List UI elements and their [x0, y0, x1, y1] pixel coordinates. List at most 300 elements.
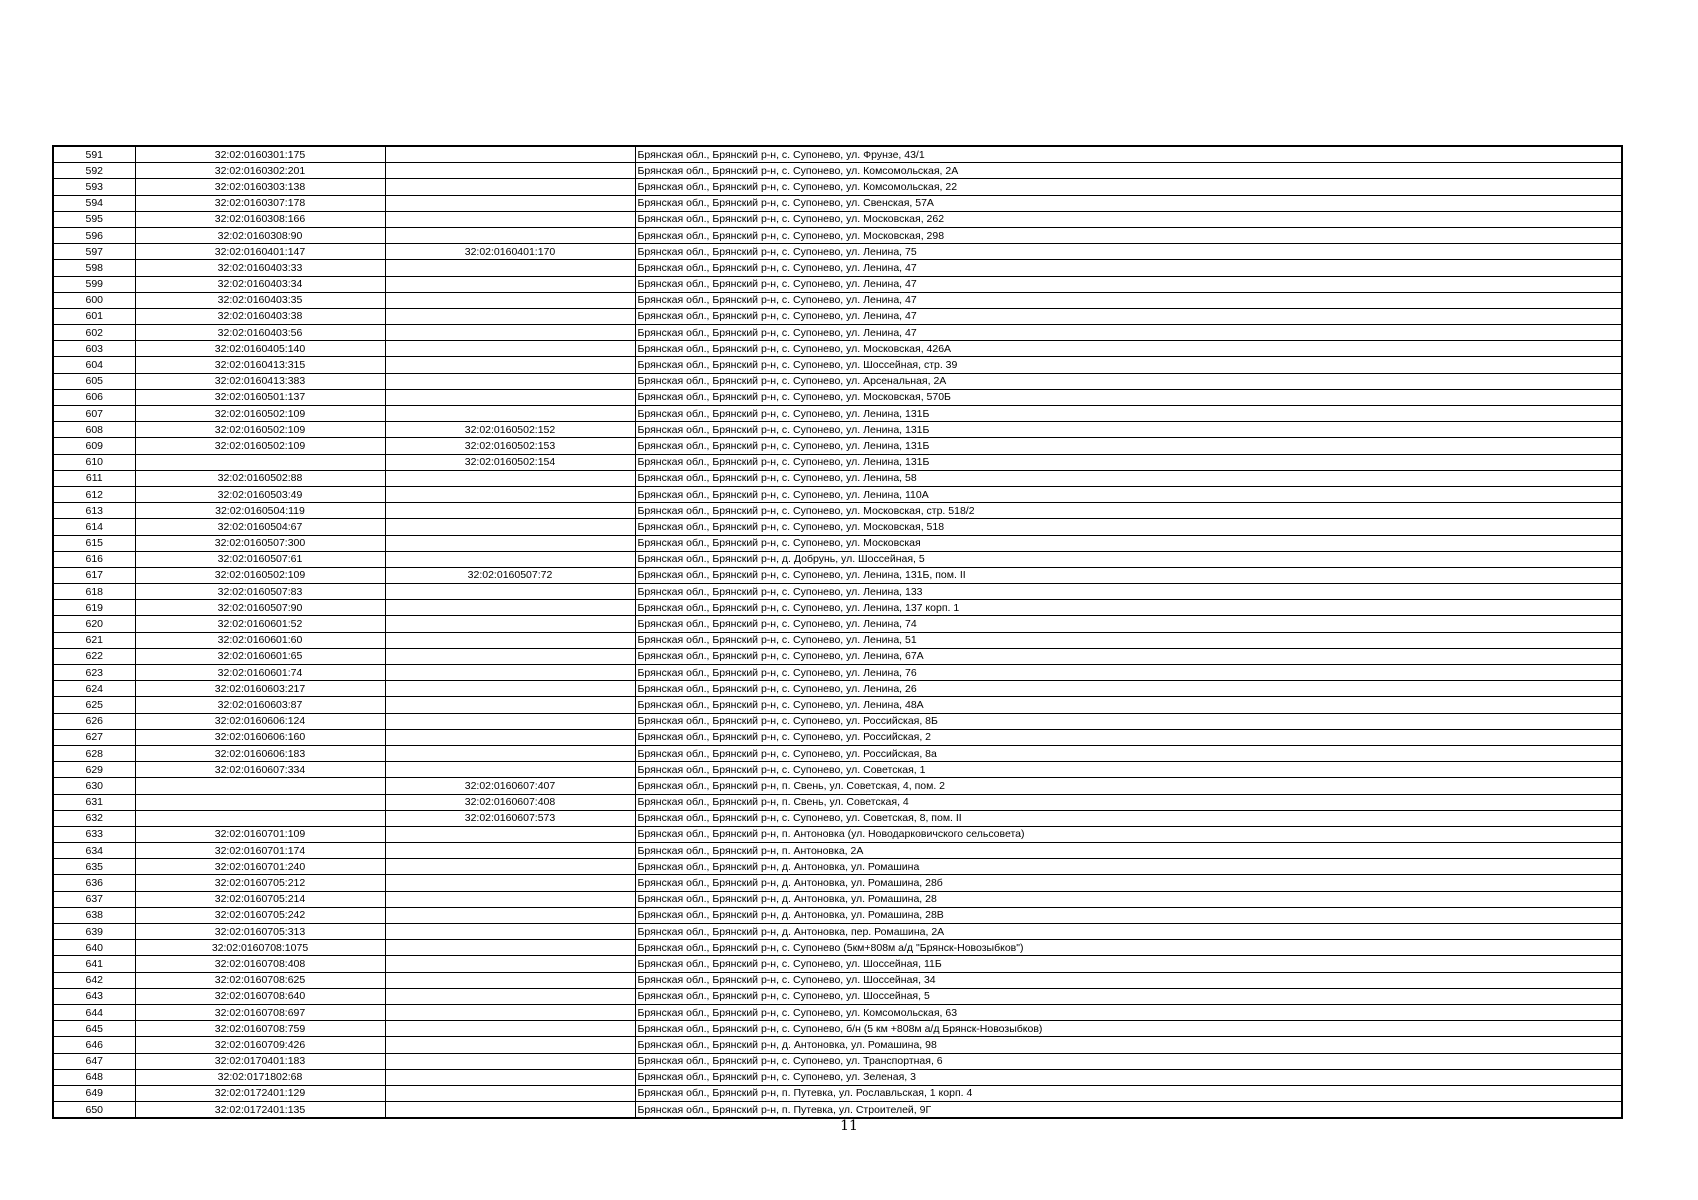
linked-cadastral-number-cell — [385, 470, 635, 486]
cadastral-number-cell — [135, 810, 385, 826]
cadastral-number-cell: 32:02:0160705:242 — [135, 907, 385, 923]
linked-cadastral-number-cell — [385, 373, 635, 389]
cadastral-number-cell: 32:02:0160403:56 — [135, 325, 385, 341]
address-cell: Брянская обл., Брянский р-н, с. Супонево, ул. Ленина, 51 — [635, 632, 1622, 648]
table-row — [53, 1004, 1622, 1020]
address-cell: Брянская обл., Брянский р-н, д. Антоновка, ул. Ромашина, 28 — [635, 891, 1622, 907]
row-number-cell: 591 — [53, 146, 135, 163]
row-number-cell: 649 — [53, 1085, 135, 1101]
row-number-cell: 594 — [53, 195, 135, 211]
linked-cadastral-number-cell: 32:02:0160502:153 — [385, 438, 635, 454]
row-number-cell: 644 — [53, 1004, 135, 1020]
row-number-cell: 596 — [53, 227, 135, 243]
cadastral-number-cell: 32:02:0160502:88 — [135, 470, 385, 486]
address-cell: Брянская обл., Брянский р-н, с. Супонево, ул. Ленина, 74 — [635, 616, 1622, 632]
table-row — [53, 438, 1622, 454]
address-cell: Брянская обл., Брянский р-н, с. Супонево, ул. Ленина, 137 корп. 1 — [635, 600, 1622, 616]
cadastral-number-cell: 32:02:0160502:109 — [135, 567, 385, 583]
row-number-cell: 616 — [53, 551, 135, 567]
address-cell: Брянская обл., Брянский р-н, с. Супонево, ул. Московская, 298 — [635, 227, 1622, 243]
linked-cadastral-number-cell: 32:02:0160401:170 — [385, 244, 635, 260]
linked-cadastral-number-cell — [385, 648, 635, 664]
linked-cadastral-number-cell — [385, 357, 635, 373]
row-number-cell: 645 — [53, 1021, 135, 1037]
cadastral-number-cell: 32:02:0160601:65 — [135, 648, 385, 664]
registry-table-body — [53, 146, 1622, 1118]
cadastral-number-cell: 32:02:0172401:135 — [135, 1102, 385, 1119]
table-row — [53, 1053, 1622, 1069]
row-number-cell: 628 — [53, 745, 135, 761]
linked-cadastral-number-cell — [385, 875, 635, 891]
row-number-cell: 597 — [53, 244, 135, 260]
address-cell: Брянская обл., Брянский р-н, с. Супонево, ул. Ленина, 75 — [635, 244, 1622, 260]
cadastral-number-cell: 32:02:0160603:87 — [135, 697, 385, 713]
address-cell: Брянская обл., Брянский р-н, с. Супонево, ул. Ленина, 76 — [635, 665, 1622, 681]
row-number-cell: 626 — [53, 713, 135, 729]
table-row — [53, 729, 1622, 745]
linked-cadastral-number-cell — [385, 276, 635, 292]
address-cell: Брянская обл., Брянский р-н, п. Путевка, ул. Строителей, 9Г — [635, 1102, 1622, 1119]
table-row — [53, 211, 1622, 227]
cadastral-number-cell: 32:02:0160504:119 — [135, 503, 385, 519]
address-cell: Брянская обл., Брянский р-н, с. Супонево, ул. Московская, 518 — [635, 519, 1622, 535]
address-cell: Брянская обл., Брянский р-н, п. Антоновка (ул. Новодарковичского сельсовета) — [635, 826, 1622, 842]
row-number-cell: 601 — [53, 308, 135, 324]
address-cell: Брянская обл., Брянский р-н, с. Супонево, ул. Транспортная, 6 — [635, 1053, 1622, 1069]
row-number-cell: 605 — [53, 373, 135, 389]
address-cell: Брянская обл., Брянский р-н, с. Супонево, ул. Ленина, 110А — [635, 486, 1622, 502]
row-number-cell: 613 — [53, 503, 135, 519]
table-row — [53, 826, 1622, 842]
linked-cadastral-number-cell — [385, 551, 635, 567]
cadastral-number-cell: 32:02:0160501:137 — [135, 389, 385, 405]
address-cell: Брянская обл., Брянский р-н, с. Супонево (5км+808м а/д "Брянск-Новозыбков") — [635, 940, 1622, 956]
linked-cadastral-number-cell — [385, 1004, 635, 1020]
linked-cadastral-number-cell — [385, 956, 635, 972]
row-number-cell: 648 — [53, 1069, 135, 1085]
address-cell: Брянская обл., Брянский р-н, с. Супонево, ул. Ленина, 67А — [635, 648, 1622, 664]
linked-cadastral-number-cell — [385, 988, 635, 1004]
linked-cadastral-number-cell — [385, 535, 635, 551]
table-row — [53, 584, 1622, 600]
row-number-cell: 643 — [53, 988, 135, 1004]
address-cell: Брянская обл., Брянский р-н, п. Свень, ул. Советская, 4 — [635, 794, 1622, 810]
address-cell: Брянская обл., Брянский р-н, с. Супонево, ул. Ленина, 26 — [635, 681, 1622, 697]
table-row — [53, 308, 1622, 324]
address-cell: Брянская обл., Брянский р-н, с. Супонево, ул. Комсомольская, 2А — [635, 163, 1622, 179]
address-cell: Брянская обл., Брянский р-н, с. Супонево, ул. Комсомольская, 63 — [635, 1004, 1622, 1020]
address-cell: Брянская обл., Брянский р-н, д. Добрунь, ул. Шоссейная, 5 — [635, 551, 1622, 567]
cadastral-number-cell: 32:02:0160401:147 — [135, 244, 385, 260]
table-row — [53, 260, 1622, 276]
cadastral-number-cell: 32:02:0160708:759 — [135, 1021, 385, 1037]
row-number-cell: 642 — [53, 972, 135, 988]
table-row — [53, 697, 1622, 713]
cadastral-number-cell: 32:02:0160403:35 — [135, 292, 385, 308]
row-number-cell: 630 — [53, 778, 135, 794]
cadastral-number-cell: 32:02:0160606:160 — [135, 729, 385, 745]
table-row — [53, 907, 1622, 923]
registry-table — [52, 145, 1623, 1119]
row-number-cell: 639 — [53, 924, 135, 940]
table-row — [53, 1069, 1622, 1085]
table-row — [53, 373, 1622, 389]
address-cell: Брянская обл., Брянский р-н, с. Супонево, ул. Шоссейная, 11Б — [635, 956, 1622, 972]
table-row — [53, 535, 1622, 551]
cadastral-number-cell: 32:02:0160601:52 — [135, 616, 385, 632]
table-row — [53, 632, 1622, 648]
address-cell: Брянская обл., Брянский р-н, с. Супонево, ул. Московская, 262 — [635, 211, 1622, 227]
row-number-cell: 603 — [53, 341, 135, 357]
address-cell: Брянская обл., Брянский р-н, д. Антоновка, ул. Ромашина — [635, 859, 1622, 875]
linked-cadastral-number-cell — [385, 843, 635, 859]
cadastral-number-cell: 32:02:0160705:212 — [135, 875, 385, 891]
row-number-cell: 606 — [53, 389, 135, 405]
address-cell: Брянская обл., Брянский р-н, д. Антоновка, пер. Ромашина, 2А — [635, 924, 1622, 940]
row-number-cell: 615 — [53, 535, 135, 551]
linked-cadastral-number-cell — [385, 1021, 635, 1037]
table-row — [53, 778, 1622, 794]
linked-cadastral-number-cell — [385, 519, 635, 535]
linked-cadastral-number-cell — [385, 907, 635, 923]
table-row — [53, 244, 1622, 260]
row-number-cell: 614 — [53, 519, 135, 535]
row-number-cell: 619 — [53, 600, 135, 616]
address-cell: Брянская обл., Брянский р-н, с. Супонево, ул. Арсенальная, 2А — [635, 373, 1622, 389]
cadastral-number-cell: 32:02:0160601:74 — [135, 665, 385, 681]
table-row — [53, 422, 1622, 438]
linked-cadastral-number-cell — [385, 486, 635, 502]
linked-cadastral-number-cell — [385, 163, 635, 179]
table-row — [53, 810, 1622, 826]
cadastral-number-cell: 32:02:0160502:109 — [135, 438, 385, 454]
cadastral-number-cell: 32:02:0160301:175 — [135, 146, 385, 163]
row-number-cell: 600 — [53, 292, 135, 308]
row-number-cell: 595 — [53, 211, 135, 227]
cadastral-number-cell: 32:02:0160603:217 — [135, 681, 385, 697]
linked-cadastral-number-cell — [385, 227, 635, 243]
row-number-cell: 623 — [53, 665, 135, 681]
table-row — [53, 1037, 1622, 1053]
table-row — [53, 713, 1622, 729]
row-number-cell: 640 — [53, 940, 135, 956]
row-number-cell: 650 — [53, 1102, 135, 1119]
address-cell: Брянская обл., Брянский р-н, с. Супонево, ул. Шоссейная, 34 — [635, 972, 1622, 988]
cadastral-number-cell: 32:02:0160504:67 — [135, 519, 385, 535]
address-cell: Брянская обл., Брянский р-н, с. Супонево, ул. Комсомольская, 22 — [635, 179, 1622, 195]
address-cell: Брянская обл., Брянский р-н, д. Антоновка, ул. Ромашина, 28б — [635, 875, 1622, 891]
table-row — [53, 179, 1622, 195]
table-row — [53, 195, 1622, 211]
linked-cadastral-number-cell: 32:02:0160607:573 — [385, 810, 635, 826]
table-row — [53, 745, 1622, 761]
linked-cadastral-number-cell — [385, 584, 635, 600]
cadastral-number-cell: 32:02:0160502:109 — [135, 422, 385, 438]
linked-cadastral-number-cell: 32:02:0160607:408 — [385, 794, 635, 810]
cadastral-number-cell: 32:02:0160308:90 — [135, 227, 385, 243]
cadastral-number-cell: 32:02:0160708:697 — [135, 1004, 385, 1020]
row-number-cell: 629 — [53, 762, 135, 778]
address-cell: Брянская обл., Брянский р-н, с. Супонево, ул. Ленина, 48А — [635, 697, 1622, 713]
cadastral-number-cell — [135, 794, 385, 810]
cadastral-number-cell: 32:02:0171802:68 — [135, 1069, 385, 1085]
row-number-cell: 647 — [53, 1053, 135, 1069]
row-number-cell: 618 — [53, 584, 135, 600]
row-number-cell: 631 — [53, 794, 135, 810]
page-number: 11 — [840, 1118, 858, 1134]
cadastral-number-cell: 32:02:0160308:166 — [135, 211, 385, 227]
address-cell: Брянская обл., Брянский р-н, с. Супонево, ул. Московская, 426А — [635, 341, 1622, 357]
address-cell: Брянская обл., Брянский р-н, п. Свень, ул. Советская, 4, пом. 2 — [635, 778, 1622, 794]
linked-cadastral-number-cell: 32:02:0160502:152 — [385, 422, 635, 438]
linked-cadastral-number-cell — [385, 325, 635, 341]
table-row — [53, 891, 1622, 907]
row-number-cell: 637 — [53, 891, 135, 907]
linked-cadastral-number-cell — [385, 616, 635, 632]
cadastral-number-cell: 32:02:0160507:300 — [135, 535, 385, 551]
cadastral-number-cell: 32:02:0160607:334 — [135, 762, 385, 778]
table-row — [53, 681, 1622, 697]
row-number-cell: 608 — [53, 422, 135, 438]
linked-cadastral-number-cell — [385, 389, 635, 405]
row-number-cell: 620 — [53, 616, 135, 632]
linked-cadastral-number-cell — [385, 146, 635, 163]
address-cell: Брянская обл., Брянский р-н, с. Супонево, ул. Зеленая, 3 — [635, 1069, 1622, 1085]
table-row — [53, 406, 1622, 422]
address-cell: Брянская обл., Брянский р-н, с. Супонево, ул. Российская, 2 — [635, 729, 1622, 745]
cadastral-number-cell: 32:02:0160413:383 — [135, 373, 385, 389]
address-cell: Брянская обл., Брянский р-н, с. Супонево, ул. Фрунзе, 43/1 — [635, 146, 1622, 163]
address-cell: Брянская обл., Брянский р-н, с. Супонево, ул. Московская, стр. 518/2 — [635, 503, 1622, 519]
table-row — [53, 794, 1622, 810]
address-cell: Брянская обл., Брянский р-н, с. Супонево, ул. Российская, 8Б — [635, 713, 1622, 729]
linked-cadastral-number-cell — [385, 260, 635, 276]
table-row — [53, 292, 1622, 308]
row-number-cell: 646 — [53, 1037, 135, 1053]
row-number-cell: 611 — [53, 470, 135, 486]
table-row — [53, 503, 1622, 519]
address-cell: Брянская обл., Брянский р-н, с. Супонево, ул. Ленина, 47 — [635, 292, 1622, 308]
address-cell: Брянская обл., Брянский р-н, с. Супонево, ул. Ленина, 131Б, пом. II — [635, 567, 1622, 583]
cadastral-number-cell: 32:02:0160507:90 — [135, 600, 385, 616]
row-number-cell: 627 — [53, 729, 135, 745]
linked-cadastral-number-cell — [385, 503, 635, 519]
cadastral-number-cell: 32:02:0160413:315 — [135, 357, 385, 373]
cadastral-number-cell: 32:02:0160705:214 — [135, 891, 385, 907]
row-number-cell: 617 — [53, 567, 135, 583]
linked-cadastral-number-cell: 32:02:0160507:72 — [385, 567, 635, 583]
address-cell: Брянская обл., Брянский р-н, с. Супонево, ул. Ленина, 47 — [635, 325, 1622, 341]
table-row — [53, 875, 1622, 891]
row-number-cell: 636 — [53, 875, 135, 891]
row-number-cell: 612 — [53, 486, 135, 502]
linked-cadastral-number-cell — [385, 665, 635, 681]
cadastral-number-cell: 32:02:0160601:60 — [135, 632, 385, 648]
address-cell: Брянская обл., Брянский р-н, с. Супонево, ул. Московская, 570Б — [635, 389, 1622, 405]
table-row — [53, 519, 1622, 535]
row-number-cell: 625 — [53, 697, 135, 713]
cadastral-number-cell: 32:02:0160701:240 — [135, 859, 385, 875]
row-number-cell: 634 — [53, 843, 135, 859]
cadastral-number-cell: 32:02:0160507:61 — [135, 551, 385, 567]
linked-cadastral-number-cell — [385, 1069, 635, 1085]
cadastral-number-cell: 32:02:0160701:174 — [135, 843, 385, 859]
address-cell: Брянская обл., Брянский р-н, с. Супонево, ул. Свенская, 57А — [635, 195, 1622, 211]
table-row — [53, 988, 1622, 1004]
linked-cadastral-number-cell — [385, 826, 635, 842]
cadastral-number-cell: 32:02:0160606:124 — [135, 713, 385, 729]
address-cell: Брянская обл., Брянский р-н, с. Супонево, ул. Шоссейная, стр. 39 — [635, 357, 1622, 373]
row-number-cell: 607 — [53, 406, 135, 422]
cadastral-number-cell: 32:02:0160708:1075 — [135, 940, 385, 956]
table-row — [53, 648, 1622, 664]
table-row — [53, 762, 1622, 778]
address-cell: Брянская обл., Брянский р-н, с. Супонево, ул. Ленина, 131Б — [635, 422, 1622, 438]
linked-cadastral-number-cell — [385, 1037, 635, 1053]
table-row — [53, 940, 1622, 956]
row-number-cell: 610 — [53, 454, 135, 470]
linked-cadastral-number-cell — [385, 211, 635, 227]
cadastral-number-cell: 32:02:0160507:83 — [135, 584, 385, 600]
cadastral-number-cell: 32:02:0160701:109 — [135, 826, 385, 842]
linked-cadastral-number-cell — [385, 308, 635, 324]
table-row — [53, 1102, 1622, 1119]
cadastral-number-cell: 32:02:0160709:426 — [135, 1037, 385, 1053]
linked-cadastral-number-cell — [385, 891, 635, 907]
table-row — [53, 486, 1622, 502]
table-row — [53, 276, 1622, 292]
address-cell: Брянская обл., Брянский р-н, п. Антоновка, 2А — [635, 843, 1622, 859]
cadastral-number-cell: 32:02:0160503:49 — [135, 486, 385, 502]
cadastral-number-cell: 32:02:0160405:140 — [135, 341, 385, 357]
address-cell: Брянская обл., Брянский р-н, с. Супонево, ул. Российская, 8а — [635, 745, 1622, 761]
row-number-cell: 599 — [53, 276, 135, 292]
row-number-cell: 604 — [53, 357, 135, 373]
table-row — [53, 551, 1622, 567]
row-number-cell: 609 — [53, 438, 135, 454]
row-number-cell: 638 — [53, 907, 135, 923]
linked-cadastral-number-cell — [385, 195, 635, 211]
linked-cadastral-number-cell — [385, 924, 635, 940]
cadastral-number-cell: 32:02:0160606:183 — [135, 745, 385, 761]
cadastral-number-cell: 32:02:0160708:625 — [135, 972, 385, 988]
address-cell: Брянская обл., Брянский р-н, с. Супонево, ул. Ленина, 47 — [635, 276, 1622, 292]
linked-cadastral-number-cell — [385, 713, 635, 729]
linked-cadastral-number-cell — [385, 179, 635, 195]
table-row — [53, 470, 1622, 486]
table-row — [53, 567, 1622, 583]
table-row — [53, 325, 1622, 341]
row-number-cell: 598 — [53, 260, 135, 276]
linked-cadastral-number-cell — [385, 940, 635, 956]
linked-cadastral-number-cell: 32:02:0160607:407 — [385, 778, 635, 794]
address-cell: Брянская обл., Брянский р-н, с. Супонево, ул. Ленина, 47 — [635, 260, 1622, 276]
cadastral-number-cell: 32:02:0172401:129 — [135, 1085, 385, 1101]
row-number-cell: 624 — [53, 681, 135, 697]
table-row — [53, 924, 1622, 940]
row-number-cell: 632 — [53, 810, 135, 826]
linked-cadastral-number-cell — [385, 859, 635, 875]
address-cell: Брянская обл., Брянский р-н, с. Супонево, ул. Ленина, 131Б — [635, 406, 1622, 422]
cadastral-number-cell: 32:02:0160705:313 — [135, 924, 385, 940]
cadastral-number-cell: 32:02:0160302:201 — [135, 163, 385, 179]
row-number-cell: 641 — [53, 956, 135, 972]
address-cell: Брянская обл., Брянский р-н, д. Антоновка, ул. Ромашина, 98 — [635, 1037, 1622, 1053]
linked-cadastral-number-cell — [385, 292, 635, 308]
linked-cadastral-number-cell — [385, 406, 635, 422]
address-cell: Брянская обл., Брянский р-н, с. Супонево, ул. Шоссейная, 5 — [635, 988, 1622, 1004]
linked-cadastral-number-cell — [385, 762, 635, 778]
table-row — [53, 665, 1622, 681]
linked-cadastral-number-cell — [385, 1085, 635, 1101]
address-cell: Брянская обл., Брянский р-н, с. Супонево, ул. Советская, 8, пом. II — [635, 810, 1622, 826]
table-row — [53, 972, 1622, 988]
table-row — [53, 956, 1622, 972]
address-cell: Брянская обл., Брянский р-н, с. Супонево, ул. Ленина, 47 — [635, 308, 1622, 324]
address-cell: Брянская обл., Брянский р-н, с. Супонево, ул. Ленина, 133 — [635, 584, 1622, 600]
address-cell: Брянская обл., Брянский р-н, д. Антоновка, ул. Ромашина, 28В — [635, 907, 1622, 923]
linked-cadastral-number-cell — [385, 681, 635, 697]
cadastral-number-cell: 32:02:0160303:138 — [135, 179, 385, 195]
cadastral-number-cell: 32:02:0160403:34 — [135, 276, 385, 292]
table-row — [53, 389, 1622, 405]
table-row — [53, 859, 1622, 875]
cadastral-number-cell: 32:02:0160502:109 — [135, 406, 385, 422]
linked-cadastral-number-cell — [385, 632, 635, 648]
table-row — [53, 600, 1622, 616]
cadastral-number-cell: 32:02:0160403:38 — [135, 308, 385, 324]
row-number-cell: 593 — [53, 179, 135, 195]
row-number-cell: 633 — [53, 826, 135, 842]
address-cell: Брянская обл., Брянский р-н, с. Супонево, ул. Советская, 1 — [635, 762, 1622, 778]
linked-cadastral-number-cell — [385, 341, 635, 357]
linked-cadastral-number-cell — [385, 1053, 635, 1069]
address-cell: Брянская обл., Брянский р-н, с. Супонево, ул. Ленина, 131Б — [635, 454, 1622, 470]
linked-cadastral-number-cell — [385, 1102, 635, 1119]
table-row — [53, 357, 1622, 373]
row-number-cell: 622 — [53, 648, 135, 664]
row-number-cell: 602 — [53, 325, 135, 341]
table-row — [53, 843, 1622, 859]
table-row — [53, 454, 1622, 470]
linked-cadastral-number-cell — [385, 745, 635, 761]
cadastral-number-cell — [135, 454, 385, 470]
table-row — [53, 616, 1622, 632]
row-number-cell: 621 — [53, 632, 135, 648]
cadastral-number-cell: 32:02:0160307:178 — [135, 195, 385, 211]
linked-cadastral-number-cell — [385, 972, 635, 988]
address-cell: Брянская обл., Брянский р-н, с. Супонево, ул. Ленина, 131Б — [635, 438, 1622, 454]
cadastral-number-cell — [135, 778, 385, 794]
address-cell: Брянская обл., Брянский р-н, п. Путевка, ул. Рославльская, 1 корп. 4 — [635, 1085, 1622, 1101]
table-row — [53, 1085, 1622, 1101]
cadastral-number-cell: 32:02:0160708:408 — [135, 956, 385, 972]
table-row — [53, 227, 1622, 243]
table-row — [53, 341, 1622, 357]
address-cell: Брянская обл., Брянский р-н, с. Супонево, б/н (5 км +808м а/д Брянск-Новозыбков) — [635, 1021, 1622, 1037]
table-row — [53, 1021, 1622, 1037]
address-cell: Брянская обл., Брянский р-н, с. Супонево, ул. Ленина, 58 — [635, 470, 1622, 486]
row-number-cell: 592 — [53, 163, 135, 179]
address-cell: Брянская обл., Брянский р-н, с. Супонево, ул. Московская — [635, 535, 1622, 551]
linked-cadastral-number-cell: 32:02:0160502:154 — [385, 454, 635, 470]
row-number-cell: 635 — [53, 859, 135, 875]
linked-cadastral-number-cell — [385, 697, 635, 713]
cadastral-number-cell: 32:02:0160403:33 — [135, 260, 385, 276]
linked-cadastral-number-cell — [385, 729, 635, 745]
cadastral-number-cell: 32:02:0160708:640 — [135, 988, 385, 1004]
linked-cadastral-number-cell — [385, 600, 635, 616]
